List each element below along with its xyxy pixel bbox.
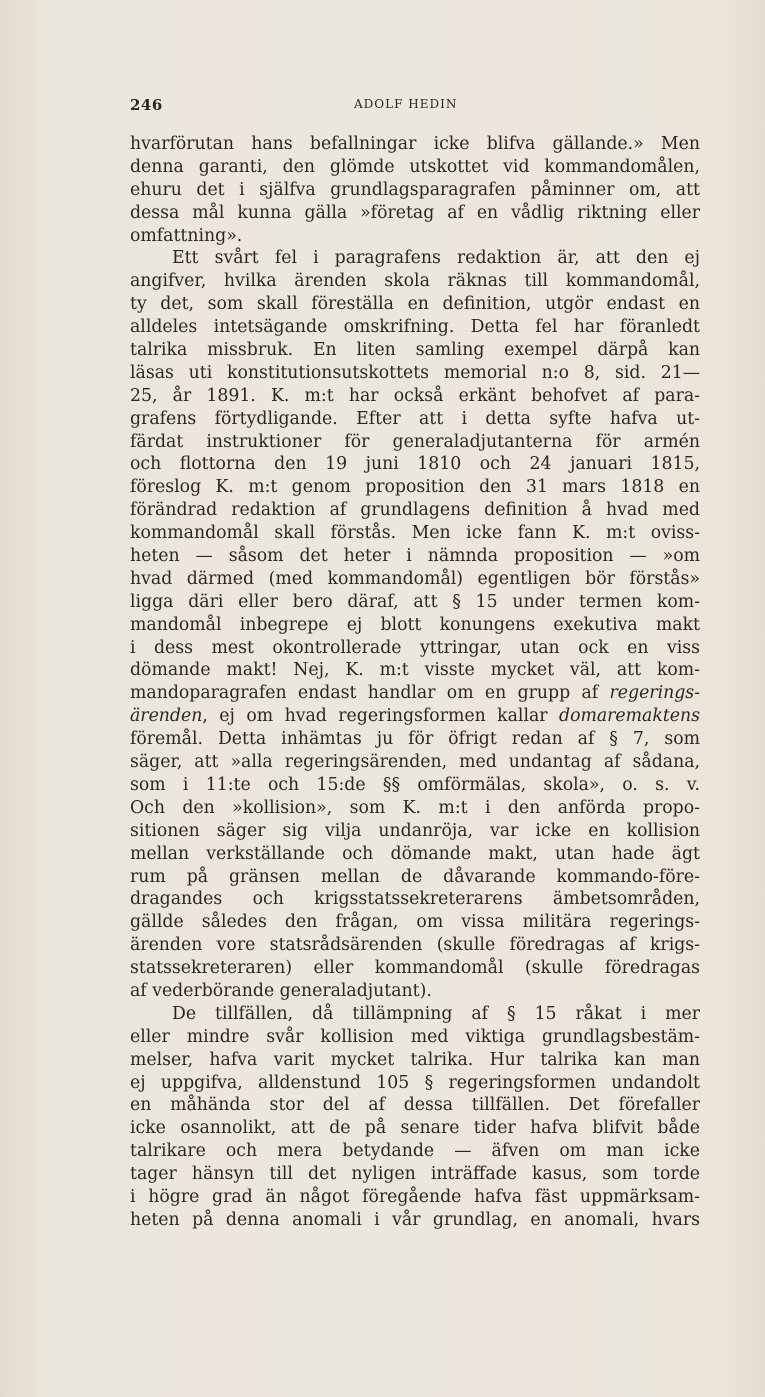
text-line: och flottorna den 19 juni 1810 och 24 januari 1815,: [130, 454, 700, 475]
page-header: [130, 96, 700, 116]
text-line: denna garanti, den glömde utskottet vid kommandomålen,: [130, 156, 700, 177]
text-line: omfattning».: [130, 225, 243, 246]
text-line: dessa mål kunna gälla »företag af en vådlig riktning eller: [130, 202, 700, 223]
text-line: talrika missbruk. En liten samling exempel därpå kan: [130, 340, 700, 361]
text-line: ehuru det i själfva grundlagsparagrafen påminner om, att: [130, 179, 700, 200]
text-line-with-italic: [130, 682, 700, 705]
text-line: föreslog K. m:t genom proposition den 31 mars 1818 en: [130, 477, 700, 498]
text-line: föremål. Detta inhämtas ju för öfrigt redan af § 7, som: [130, 729, 700, 750]
text-line: hvad därmed (med kommandomål) egentligen bör förstås»: [130, 568, 700, 589]
text-line: hvarförutan hans befallningar icke blifva gällande.» Men: [130, 134, 700, 154]
text-line: sitionen säger sig vilja undanröja, var icke en kollision: [130, 820, 700, 841]
text-line: ligga däri eller bero däraf, att § 15 under termen kom-: [130, 591, 700, 612]
text-line: färdat instruktioner för generaladjutanterna för armén: [130, 431, 700, 452]
paragraph-start-line: Ett svårt fel i paragrafens redaktion är, att den ej: [172, 248, 700, 269]
italic-run: domaremaktens: [559, 706, 700, 727]
text-line: grafens förtydligande. Efter att i detta syfte hafva ut-: [130, 408, 700, 429]
text-line: talrikare och mera betydande — äfven om man icke: [130, 1141, 700, 1162]
page-number: 246: [130, 96, 163, 114]
text-line: statssekreteraren) eller kommandomål (skulle föredragas: [130, 958, 700, 979]
italic-run: regerings-: [609, 683, 700, 704]
text-line: alldeles intetsägande omskrifning. Detta fel har föranledt: [130, 317, 700, 338]
text-line: melser, hafva varit mycket talrika. Hur talrika kan man: [130, 1049, 700, 1070]
text-line: Och den »kollision», som K. m:t i den anförda propo-: [130, 797, 700, 818]
text-line: ärenden vore statsrådsärenden (skulle föredragas af krigs-: [130, 935, 700, 956]
text-line: ej uppgifva, alldenstund 105 § regeringsformen undandolt: [130, 1072, 700, 1093]
text-line: tager hänsyn till det nyligen inträffade kasus, som torde: [130, 1164, 700, 1185]
text-line: angifver, hvilka ärenden skola räknas till kommandomål,: [130, 271, 700, 292]
text-line: heten — såsom det heter i nämnda proposition — »om: [130, 546, 700, 567]
text-line: dömande makt! Nej, K. m:t visste mycket väl, att kom-: [130, 660, 700, 681]
text-line: 25, år 1891. K. m:t har också erkänt behofvet af para-: [130, 385, 700, 406]
text-line: icke osannolikt, att de på senare tider hafva blifvit både: [130, 1118, 700, 1139]
text-line: af vederbörande generaladjutant).: [130, 980, 432, 1001]
text-line: mellan verkställande och dömande makt, utan hade ägt: [130, 843, 700, 864]
text-line: mandomål inbegrepe ej blott konungens exekutiva makt: [130, 614, 700, 635]
text-line: dragandes och krigsstatssekreterarens ämbetsområden,: [130, 889, 700, 910]
text-line: läsas uti konstitutionsutskottets memorial n:o 8, sid. 21—: [130, 362, 700, 383]
text-line: i högre grad än något föregående hafva fäst uppmärksam-: [130, 1186, 700, 1207]
text-line-with-italic: [130, 705, 700, 728]
text-line: i dess mest okontrollerade yttringar, utan ock en viss: [130, 637, 700, 658]
italic-run: ärenden: [130, 706, 203, 727]
running-head: ADOLF HEDIN: [354, 97, 458, 111]
text-line: säger, att »alla regeringsärenden, med undantag af sådana,: [130, 752, 700, 773]
text-line: gällde således den frågan, om vissa militära regerings-: [130, 912, 700, 933]
text-line: som i 11:te och 15:de §§ omförmälas, skola», o. s. v.: [130, 774, 700, 795]
text-run: , ej om hvad regeringsformen kallar: [202, 706, 548, 727]
text-line: en måhända stor del af dessa tillfällen. Det förefaller: [130, 1095, 700, 1116]
text-line: eller mindre svår kollision med viktiga grundlagsbestäm-: [130, 1026, 700, 1047]
text-run: mandoparagrafen endast handlar om en grupp af: [130, 683, 599, 704]
paragraph-start-line: De tillfällen, då tillämpning af § 15 råkat i mer: [172, 1003, 700, 1024]
text-line: rum på gränsen mellan de dåvarande kommando-före-: [130, 866, 700, 887]
text-line: förändrad redaktion af grundlagens definition å hvad med: [130, 500, 700, 521]
text-line: kommandomål skall förstås. Men icke fann K. m:t oviss-: [130, 523, 700, 544]
body-text: [130, 133, 700, 1232]
text-line: heten på denna anomali i vår grundlag, en anomali, hvars: [130, 1209, 700, 1230]
text-line: ty det, som skall föreställa en definition, utgör endast en: [130, 294, 700, 315]
